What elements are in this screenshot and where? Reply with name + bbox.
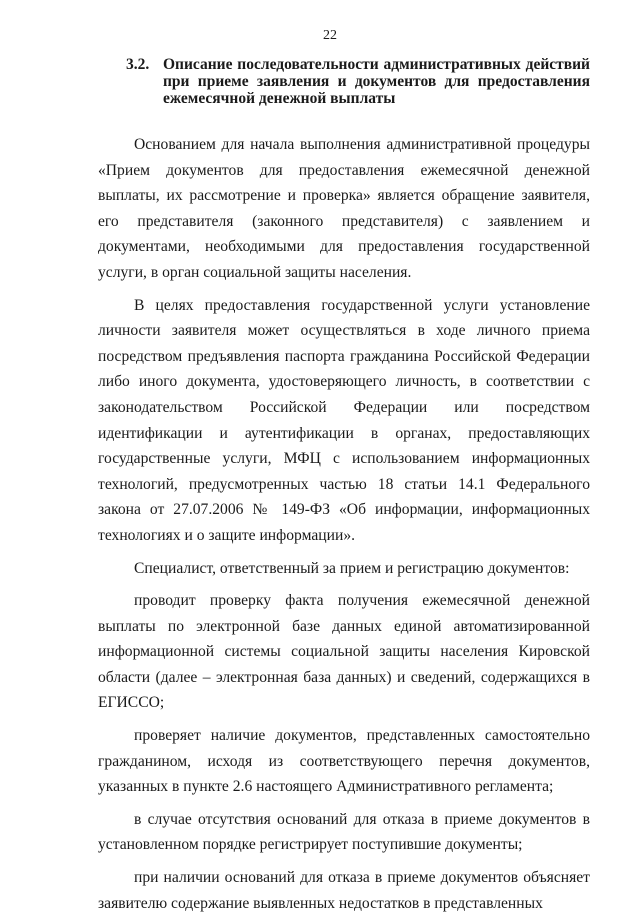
paragraph-specialist: Специалист, ответственный за прием и регистрацию документов: [134, 559, 570, 577]
paragraph-check-documents: проверяет наличие документов, представленных самостоятельно гражданином, исходя из соответствующего перечня документов, указанных в пункте 2.6 настоящего Административного регламента; [98, 727, 590, 796]
section-number: 3.2. [126, 56, 150, 73]
page-number: 22 [323, 28, 337, 43]
paragraph-basis: Основанием для начала выполнения административной процедуры «Прием документов для предоставления ежемесячной денежной выплаты, их рассмотрение и проверка» является обращение заявителя, его представителя (законного представителя) с заявлением и документами, необходимыми для предоставления государственной услуги, в орган социальной защиты населения. [98, 136, 590, 281]
paragraph-refusal: при наличии оснований для отказа в приеме документов объясняет заявителю содержание выявленных недостатков в представленных [98, 869, 590, 912]
paragraph-identity: В целях предоставления государственной услуги установление личности заявителя может осуществляться в ходе личного приема посредством предъявления паспорта гражданина Российской Федерации либо иного документа, удостоверяющего личность, в соответствии с законодательством Российской Федерации или посредством идентификации и аутентификации в органах, предоставляющих государственные услуги, МФЦ с использованием информационных технологий, предусмотренных частью 18 статьи 14.1 Федерального закона от 27.07.2006 № 149-ФЗ «Об информации, информационных технологиях и о защите информации». [98, 296, 590, 544]
section-heading [126, 56, 590, 107]
paragraph-check-payment: проводит проверку факта получения ежемесячной денежной выплаты по электронной базе данных единой автоматизированной информационной системы социальной защиты населения Кировской области (далее – электронная база данных) и сведений, содержащихся в ЕГИССО; [98, 592, 590, 712]
section-title: Описание последовательности административных действий при приеме заявления и документов для предоставления ежемесячной денежной выплаты [163, 56, 590, 107]
paragraph-register: в случае отсутствия оснований для отказа в приеме документов в установленном порядке регистрирует поступившие документы; [98, 810, 590, 854]
